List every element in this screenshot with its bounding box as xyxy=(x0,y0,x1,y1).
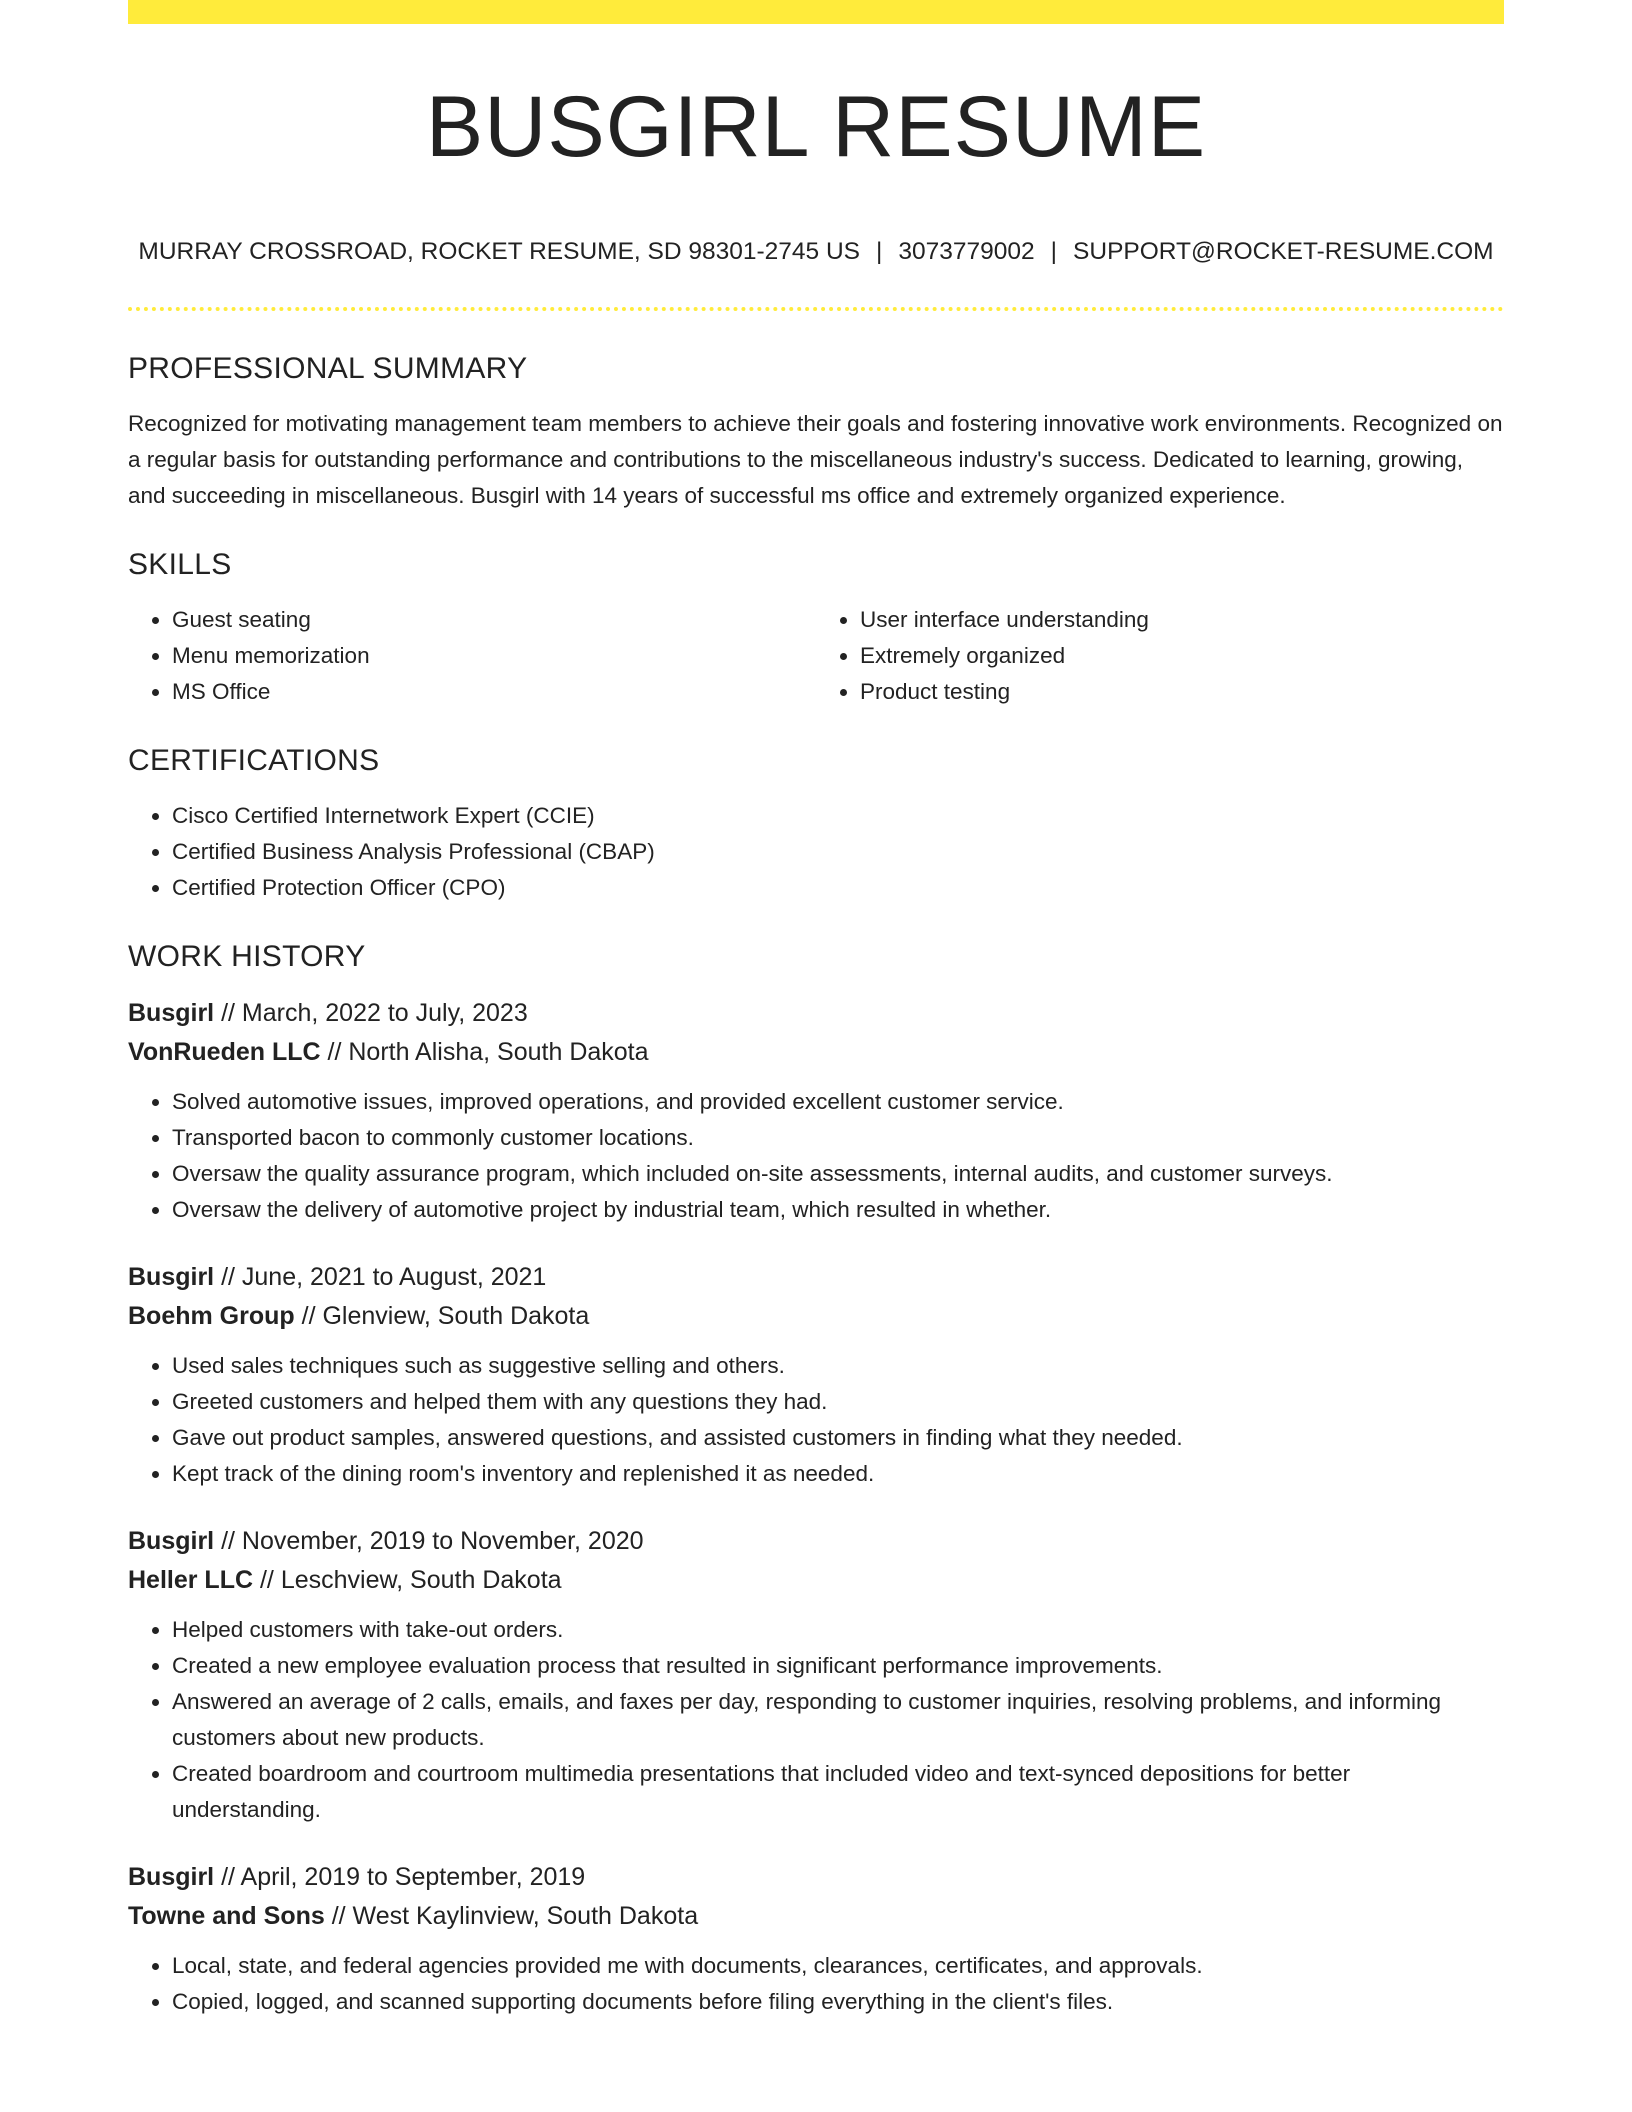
contact-email: SUPPORT@ROCKET-RESUME.COM xyxy=(1073,238,1494,265)
resume-title: BUSGIRL RESUME xyxy=(425,79,1207,175)
job-title: Busgirl xyxy=(128,1863,215,1891)
job-bullet: • Helped customers with take-out orders. xyxy=(172,1612,1504,1648)
job-bullets xyxy=(128,1348,1504,1492)
job-company: VonRueden LLC xyxy=(128,1038,321,1066)
job-bullet: • Created boardroom and courtroom multimedia presentations that included video and text-synced depositions for better understanding. xyxy=(172,1756,1504,1828)
work-history-section xyxy=(128,940,1504,2020)
job-title: Busgirl xyxy=(128,1527,215,1555)
job-bullet: • Answered an average of 2 calls, emails, and faxes per day, responding to customer inquiries, resolving problems, and informing customers about new products. xyxy=(172,1684,1504,1756)
job-bullet: • Kept track of the dining room's inventory and replenished it as needed. xyxy=(172,1456,1504,1492)
certification-item: • Certified Business Analysis Professional (CBAP) xyxy=(172,834,1504,870)
job-company-line xyxy=(128,1297,1504,1336)
skill-item: • Extremely organized xyxy=(860,638,1504,674)
job-company-line xyxy=(128,1033,1504,1072)
job-location: // North Alisha, South Dakota xyxy=(320,1038,649,1066)
job-title-line xyxy=(128,994,1504,1033)
job-bullet: • Oversaw the delivery of automotive project by industrial team, which resulted in whether. xyxy=(172,1192,1504,1228)
certification-item: • Cisco Certified Internetwork Expert (CCIE) xyxy=(172,798,1504,834)
job-company-line xyxy=(128,1561,1504,1600)
job-title: Busgirl xyxy=(128,1263,215,1291)
job-title: Busgirl xyxy=(128,999,215,1027)
job-company: Heller LLC xyxy=(128,1566,254,1594)
job-dates: // November, 2019 to November, 2020 xyxy=(214,1527,644,1555)
job-entry xyxy=(128,994,1504,1228)
job-bullet: • Greeted customers and helped them with any questions they had. xyxy=(172,1384,1504,1420)
job-dates: // June, 2021 to August, 2021 xyxy=(214,1263,547,1291)
job-bullets xyxy=(128,1948,1504,2020)
accent-bar xyxy=(128,0,1504,24)
skills-list-left xyxy=(128,602,816,710)
job-bullet: • Oversaw the quality assurance program, which included on-site assessments, internal audits, and customer surveys. xyxy=(172,1156,1504,1192)
job-company: Boehm Group xyxy=(128,1302,295,1330)
job-bullet: • Used sales techniques such as suggestive selling and others. xyxy=(172,1348,1504,1384)
job-dates: // March, 2022 to July, 2023 xyxy=(214,999,528,1027)
job-bullet: • Copied, logged, and scanned supporting documents before filing everything in the client's files. xyxy=(172,1984,1504,2020)
contact-separator: | xyxy=(876,238,883,265)
skills-heading: SKILLS xyxy=(128,548,232,581)
job-location: // Leschview, South Dakota xyxy=(253,1566,562,1594)
job-company: Towne and Sons xyxy=(128,1902,325,1930)
job-dates: // April, 2019 to September, 2019 xyxy=(214,1863,586,1891)
work-history-heading: WORK HISTORY xyxy=(128,940,366,973)
contact-separator: | xyxy=(1050,238,1058,265)
certifications-section xyxy=(128,744,1504,906)
job-location: // West Kaylinview, South Dakota xyxy=(324,1902,699,1930)
skill-item: • Guest seating xyxy=(172,602,816,638)
job-company-line xyxy=(128,1897,1504,1936)
certification-item: • Certified Protection Officer (CPO) xyxy=(172,870,1504,906)
skill-item: • User interface understanding xyxy=(860,602,1504,638)
job-entry xyxy=(128,1522,1504,1828)
dotted-divider xyxy=(128,307,1504,311)
job-title-line xyxy=(128,1522,1504,1561)
job-bullet: • Transported bacon to commonly customer locations. xyxy=(172,1120,1504,1156)
contact-line xyxy=(128,238,1504,266)
job-bullet: • Gave out product samples, answered questions, and assisted customers in finding what they needed. xyxy=(172,1420,1504,1456)
summary-heading: PROFESSIONAL SUMMARY xyxy=(128,352,528,385)
job-bullets xyxy=(128,1612,1504,1828)
job-entry xyxy=(128,1258,1504,1492)
certifications-list xyxy=(128,798,1504,906)
certifications-heading: CERTIFICATIONS xyxy=(128,744,380,777)
contact-phone: 3073779002 xyxy=(898,238,1035,265)
skill-item: • MS Office xyxy=(172,674,816,710)
summary-text: Recognized for motivating management team members to achieve their goals and fostering innovative work environments. Recognized on a regular basis for outstanding performance and contributions to the miscellaneous industry's success. Dedicated to learning, growing, and succeeding in miscellaneous. Busgirl with 14 years of successful ms office and extremely organized experience. xyxy=(128,411,1503,508)
job-bullet: • Created a new employee evaluation process that resulted in significant performance improvements. xyxy=(172,1648,1504,1684)
job-bullet: • Solved automotive issues, improved operations, and provided excellent customer service. xyxy=(172,1084,1504,1120)
resume-content xyxy=(128,352,1504,2054)
contact-address: MURRAY CROSSROAD, ROCKET RESUME, SD 98301-2745 US xyxy=(138,238,861,265)
job-bullets xyxy=(128,1084,1504,1228)
job-entry xyxy=(128,1858,1504,2020)
skills-list-right xyxy=(816,602,1504,710)
job-bullet: • Local, state, and federal agencies provided me with documents, clearances, certificates, and approvals. xyxy=(172,1948,1504,1984)
skill-item: • Menu memorization xyxy=(172,638,816,674)
skills-section xyxy=(128,548,1504,710)
summary-section xyxy=(128,352,1504,514)
skill-item: • Product testing xyxy=(860,674,1504,710)
job-location: // Glenview, South Dakota xyxy=(294,1302,590,1330)
job-title-line xyxy=(128,1858,1504,1897)
job-title-line xyxy=(128,1258,1504,1297)
skills-columns xyxy=(128,602,1504,710)
